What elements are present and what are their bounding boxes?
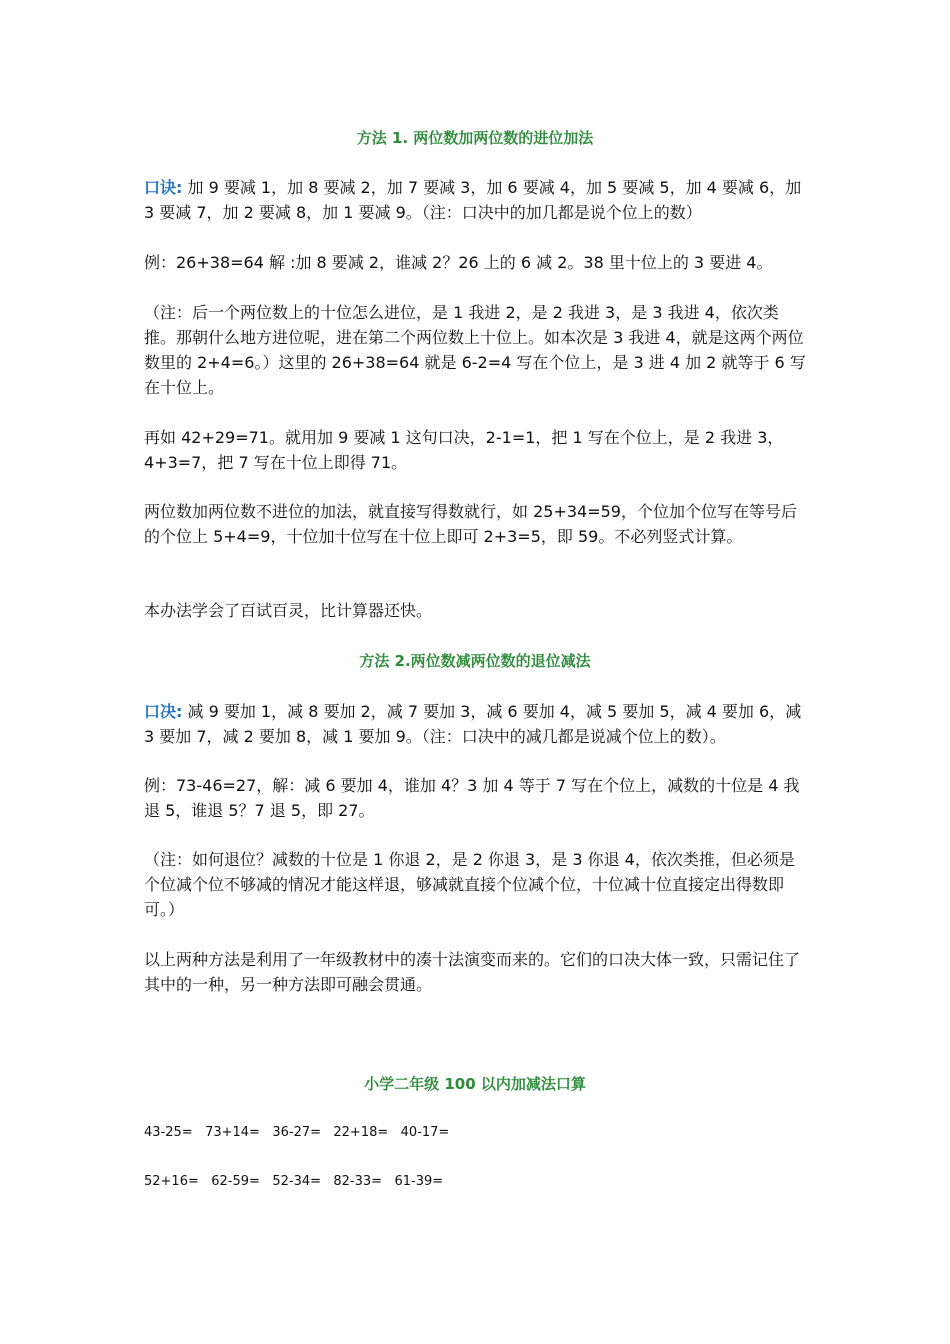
method1-rhyme-text: 加 9 要减 1，加 8 要减 2，加 7 要减 3，加 6 要减 4，加 5 要减 5，加 4 要减 6，加 3 要减 7，加 2 要减 8，加 1 要减 9。（注：口决中的加几都是说个位上的数） [144,178,802,222]
method1-note: （注：后一个两位数上的十位怎么进位，是 1 我进 2，是 2 我进 3，是 3 我进 4，依次类推。那朝什么地方进位呢，进在第二个两位数上十位上。如本次是 3 我进 4，就是这两个两位数里的 2+4=6。）这里的 26+38=64 就是 6-2=4 写在个位上，是 3 进 4 加 2 就等于 6 写在十位上。 [144,303,806,397]
method2-note: （注：如何退位？减数的十位是 1 你退 2，是 2 你退 3，是 3 你退 4，依次类推，但必须是个位减个位不够减的情况才能这样退，够减就直接个位减个位，十位减十位直接定出得数即可。） [144,850,795,919]
method1-example2: 再如 42+29=71。就用加 9 要减 1 这句口决，2-1=1，把 1 写在个位上，是 2 我进 3，4+3=7，把 7 写在十位上即得 71。 [144,428,784,472]
method1-rhyme [144,175,810,225]
method1-praise: 本办法学会了百试百灵，比计算器还快。 [144,601,433,620]
method2-example: 例：73-46=27，解：减 6 要加 4，谁加 4？3 加 4 等于 7 写在个位上，减数的十位是 4 我退 5，谁退 5？7 退 5，即 27。 [144,776,800,820]
exercise-heading: 小学二年级 100 以内加减法口算 [364,1075,586,1093]
method1-heading: 方法 1. 两位数加两位数的进位加法 [356,129,594,147]
method2-rhyme-text: 减 9 要加 1，减 8 要加 2，减 7 要加 3，减 6 要加 4，减 5 要加 5，减 4 要加 6，减 3 要加 7，减 2 要加 8，减 1 要加 9。（注：口决中的减几都是说减个位上的数）。 [144,702,802,746]
method2-rhyme [144,699,810,749]
method2-heading: 方法 2.两位数减两位数的退位减法 [359,652,591,670]
method1-rhyme-label: 口诀: [144,178,183,197]
exercise-row-1: 43-25= 73+14= 36-27= 22+18= 40-17= [144,1125,450,1140]
method2-summary: 以上两种方法是利用了一年级教材中的凑十法演变而来的。它们的口决大体一致，只需记住了其中的一种，另一种方法即可融会贯通。 [144,950,801,994]
exercise-row-2: 52+16= 62-59= 52-34= 82-33= 61-39= [144,1174,444,1189]
method1-example: 例：26+38=64 解 :加 8 要减 2，谁减 2？26 上的 6 减 2。38 里十位上的 3 要进 4。 [144,253,773,272]
method1-no-carry: 两位数加两位数不进位的加法，就直接写得数就行，如 25+34=59，个位加个位写在等号后的个位上 5+4=9，十位加十位写在十位上即可 2+3=5，即 59。不必列竖式计算。 [144,502,797,546]
method2-rhyme-label: 口决: [144,702,183,721]
